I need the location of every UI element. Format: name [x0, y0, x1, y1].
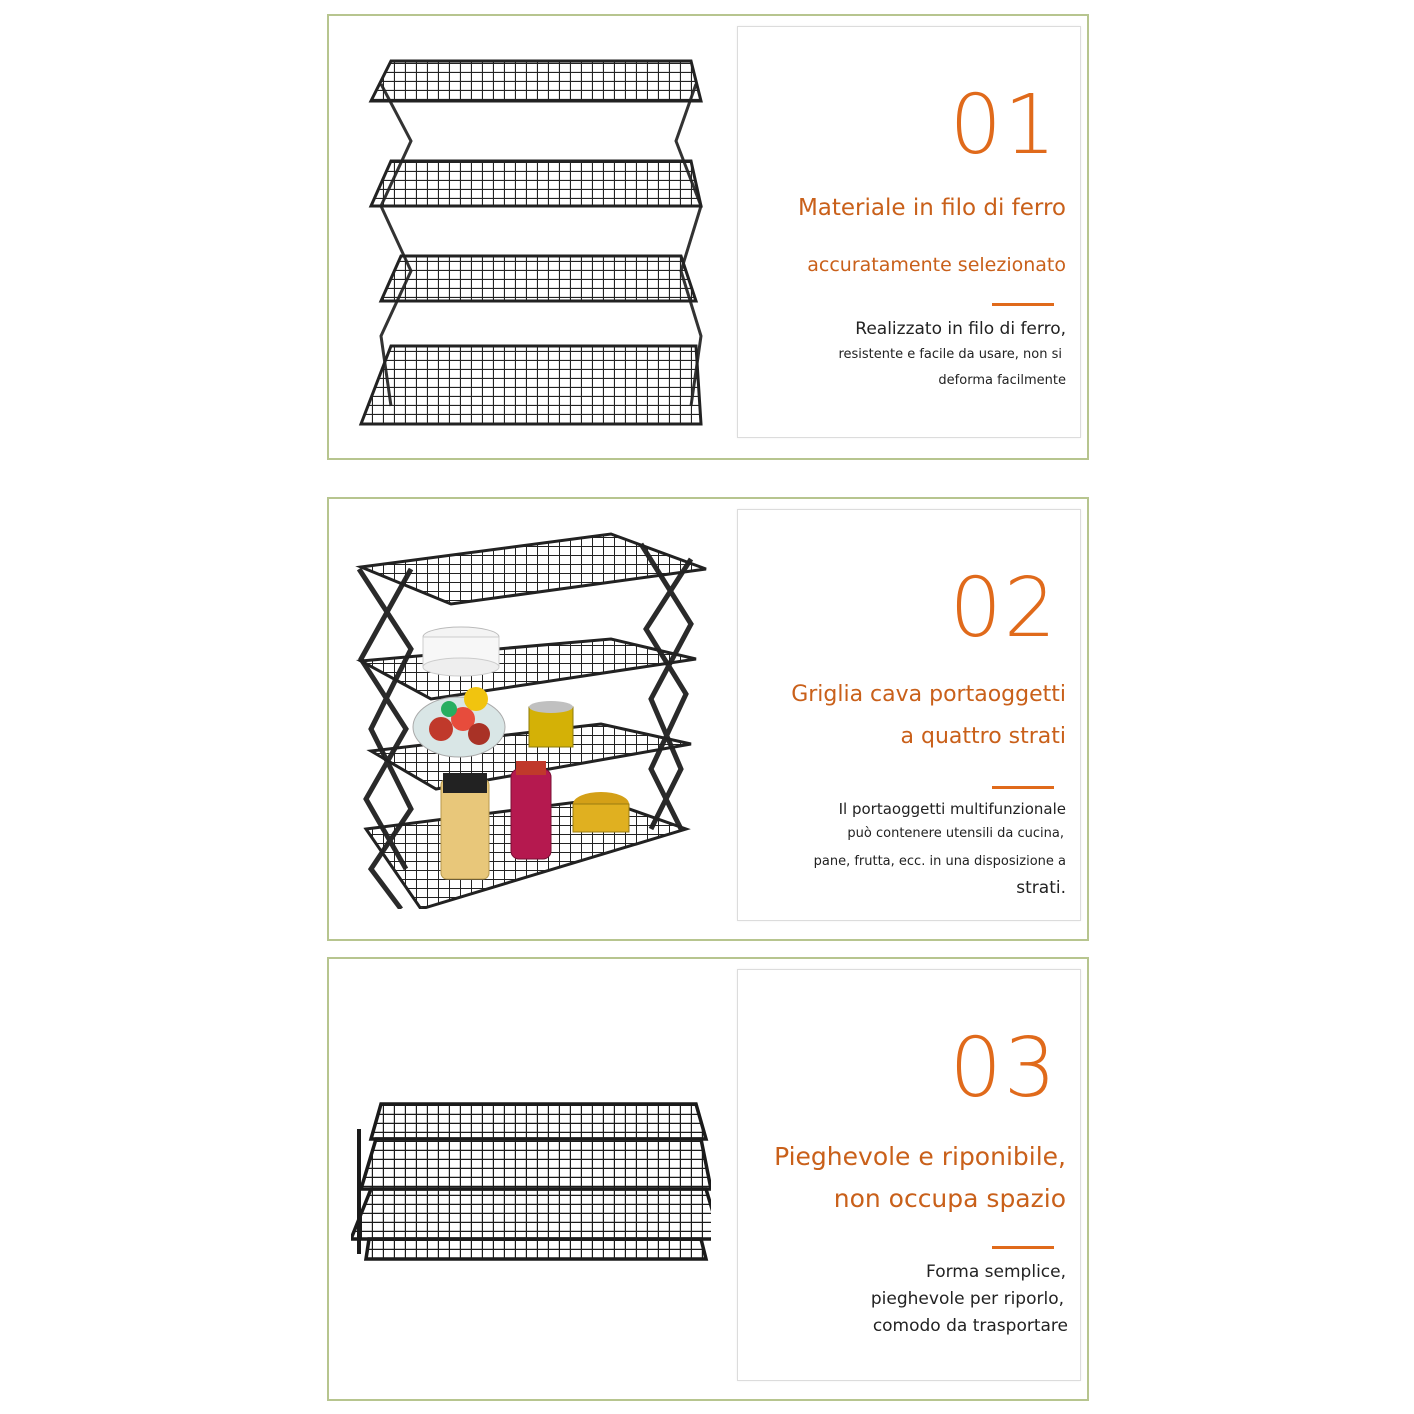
feature-heading-line-2: non occupa spazio: [833, 1184, 1066, 1213]
feature-panel-3: [327, 957, 1089, 1401]
folded-rack-icon: [351, 989, 711, 1369]
feature-number: 02: [949, 561, 1058, 656]
feature-desc-line-2: resistente e facile da usare, non si: [838, 347, 1062, 362]
feature-desc-line-2: pieghevole per riporlo,: [870, 1289, 1064, 1309]
feature-number: 01: [949, 78, 1058, 173]
feature-desc-line-3: deforma facilmente: [938, 373, 1066, 388]
feature-desc-line-1: Forma semplice,: [926, 1262, 1066, 1282]
heading-divider: [992, 1246, 1054, 1249]
feature-desc-line-4: strati.: [1016, 878, 1066, 898]
feature-card-1: [737, 26, 1081, 438]
feature-panel-2: [327, 497, 1089, 941]
feature-desc-line-3: comodo da trasportare: [872, 1316, 1068, 1336]
heading-divider: [992, 303, 1054, 306]
feature-card-3: [737, 969, 1081, 1381]
four-tier-wire-rack-icon: [351, 46, 711, 426]
heading-divider: [992, 786, 1054, 789]
feature-heading-line-1: Pieghevole e riponibile,: [774, 1142, 1066, 1171]
feature-card-2: [737, 509, 1081, 921]
rack-with-jars-icon: [351, 529, 711, 909]
feature-heading-line-1: Materiale in filo di ferro: [797, 195, 1066, 221]
feature-desc-line-2: può contenere utensili da cucina,: [847, 826, 1064, 841]
feature-desc-line-3: pane, frutta, ecc. in una disposizione a: [813, 854, 1066, 869]
feature-desc-line-1: Il portaoggetti multifunzionale: [838, 800, 1066, 818]
feature-number: 03: [949, 1021, 1058, 1116]
feature-heading-line-2: a quattro strati: [900, 724, 1066, 749]
feature-desc-line-1: Realizzato in filo di ferro,: [855, 319, 1066, 339]
feature-heading-line-1: Griglia cava portaoggetti: [791, 682, 1066, 707]
feature-heading-line-2: accuratamente selezionato: [807, 254, 1066, 276]
feature-panel-1: [327, 14, 1089, 460]
